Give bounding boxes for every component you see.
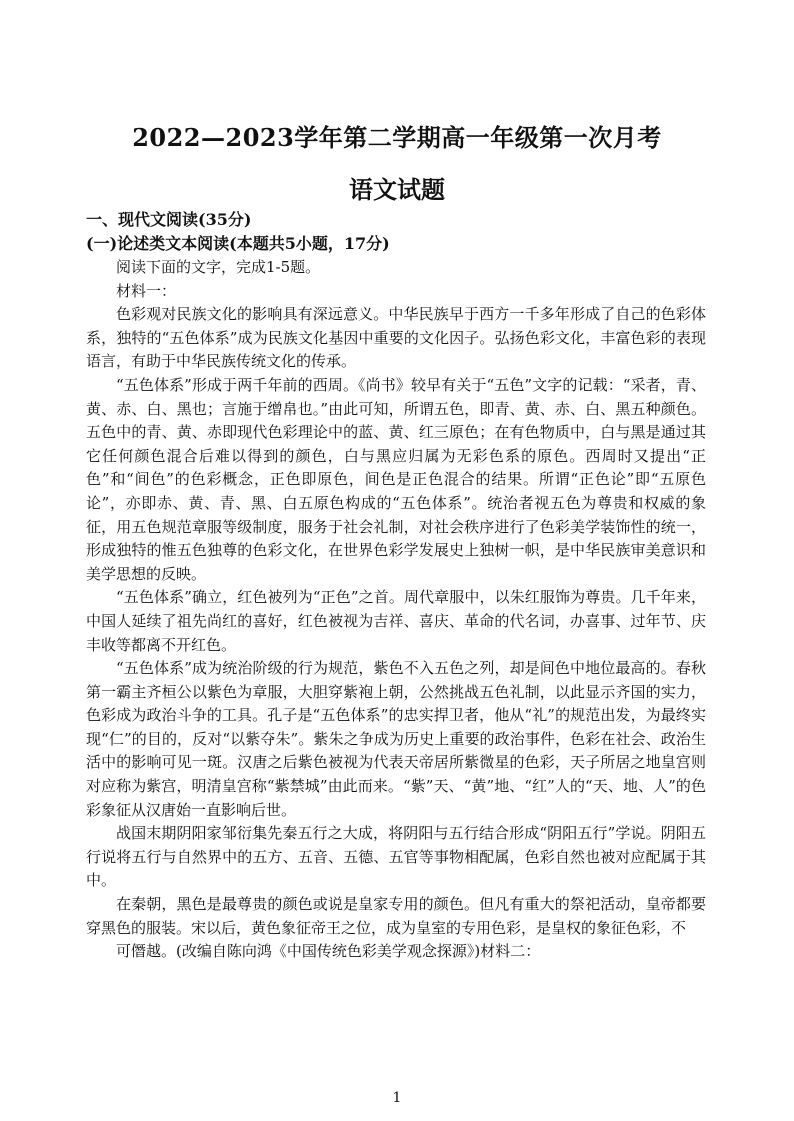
subsection-heading: (一)论述类文本阅读(本题共5小题，17分) — [86, 234, 390, 253]
paragraph: “五色体系”确立，红色被列为“正色”之首。周代章服中，以朱红服饰为尊贵。几千年来，中国人延续了祖先尚红的喜好，红色被视为吉祥、喜庆、革命的代名词，办喜事、过年节、庆丰收等都离不开红色。 — [86, 588, 706, 654]
page-number: 1 — [392, 1090, 402, 1106]
paragraph: “五色体系”形成于两千年前的西周。《尚书》较早有关于“五色”文字的记载：“采者，青、黄、赤、白、黑也；言施于缯帛也。”由此可知，所谓五色，即青、黄、赤、白、黑五种颜色。五色中的青、黄、赤即现代色彩理论中的蓝、黄、红三原色；在有色物质中，白与黑是通过其它任何颜色混合后难以得到的颜色，白与黑应归属为无彩色系的原色。西周时又提出“正色”和“间色”的色彩概念，正色即原色，间色是正色混合的结果。所谓“正色论”即“五原色论”，亦即赤、黄、青、黑、白五原色构成的“五色体系”。统治者视五色为尊贵和权威的象征，用五色规范章服等级制度，服务于社会礼制，对社会秩序进行了色彩美学装饰性的统一，形成独特的惟五色独尊的色彩文化，在世界色彩学发展史上独树一帜，是中华民族审美意识和美学思想的反映。 — [86, 375, 706, 583]
exam-title: 2022—2023学年第二学期高一年级第一次月考 — [132, 123, 662, 152]
exam-body — [86, 208, 706, 964]
section-heading: 一、现代文阅读(35分) — [86, 210, 252, 229]
source-citation: 可僭越。(改编自陈向鸿《中国传统色彩美学观念探源》)材料二： — [116, 942, 541, 961]
material-label: 材料一： — [116, 281, 177, 300]
paragraph: 战国末期阴阳家邹衍集先秦五行之大成，将阴阳与五行结合形成“阴阳五行”学说。阴阳五行说将五行与自然界中的五方、五音、五德、五官等事物相配属，色彩自然也被对应配属于其中。 — [86, 824, 706, 890]
paragraph: “五色体系”成为统治阶级的行为规范，紫色不入五色之列，却是间色中地位最高的。春秋第一霸主齐桓公以紫色为章服，大胆穿紫袍上朝，公然挑战五色礼制，以此显示齐国的实力，色彩成为政治斗争的工具。孔子是“五色体系”的忠实捍卫者，他从“礼”的规范出发，为最终实现“仁”的目的，反对“以紫夺朱”。紫朱之争成为历史上重要的政治事件，色彩在社会、政治生活中的影响可见一斑。汉唐之后紫色被视为代表天帝居所紫微星的色彩，天子所居之地皇宫则对应称为紫宫，明清皇宫称“紫禁城”由此而来。“紫”天、“黄”地、“红”人的“天、地、人”的色彩象征从汉唐始一直影响后世。 — [86, 659, 706, 819]
paragraph: 色彩观对民族文化的影响具有深远意义。中华民族早于西方一千多年形成了自己的色彩体系，独特的“五色体系”成为民族文化基因中重要的文化因子。弘扬色彩文化，丰富色彩的表现语言，有助于中华民族传统文化的传承。 — [86, 305, 706, 371]
paragraph: 在秦朝，黑色是最尊贵的颜色或说是皇家专用的颜色。但凡有重大的祭祀活动，皇帝都要穿黑色的服装。宋以后，黄色象征帝王之位，成为皇室的专用色彩，是皇权的象征色彩，不 — [86, 895, 706, 937]
exam-subtitle: 语文试题 — [349, 175, 445, 204]
instructions: 阅读下面的文字，完成1-5题。 — [116, 258, 321, 276]
